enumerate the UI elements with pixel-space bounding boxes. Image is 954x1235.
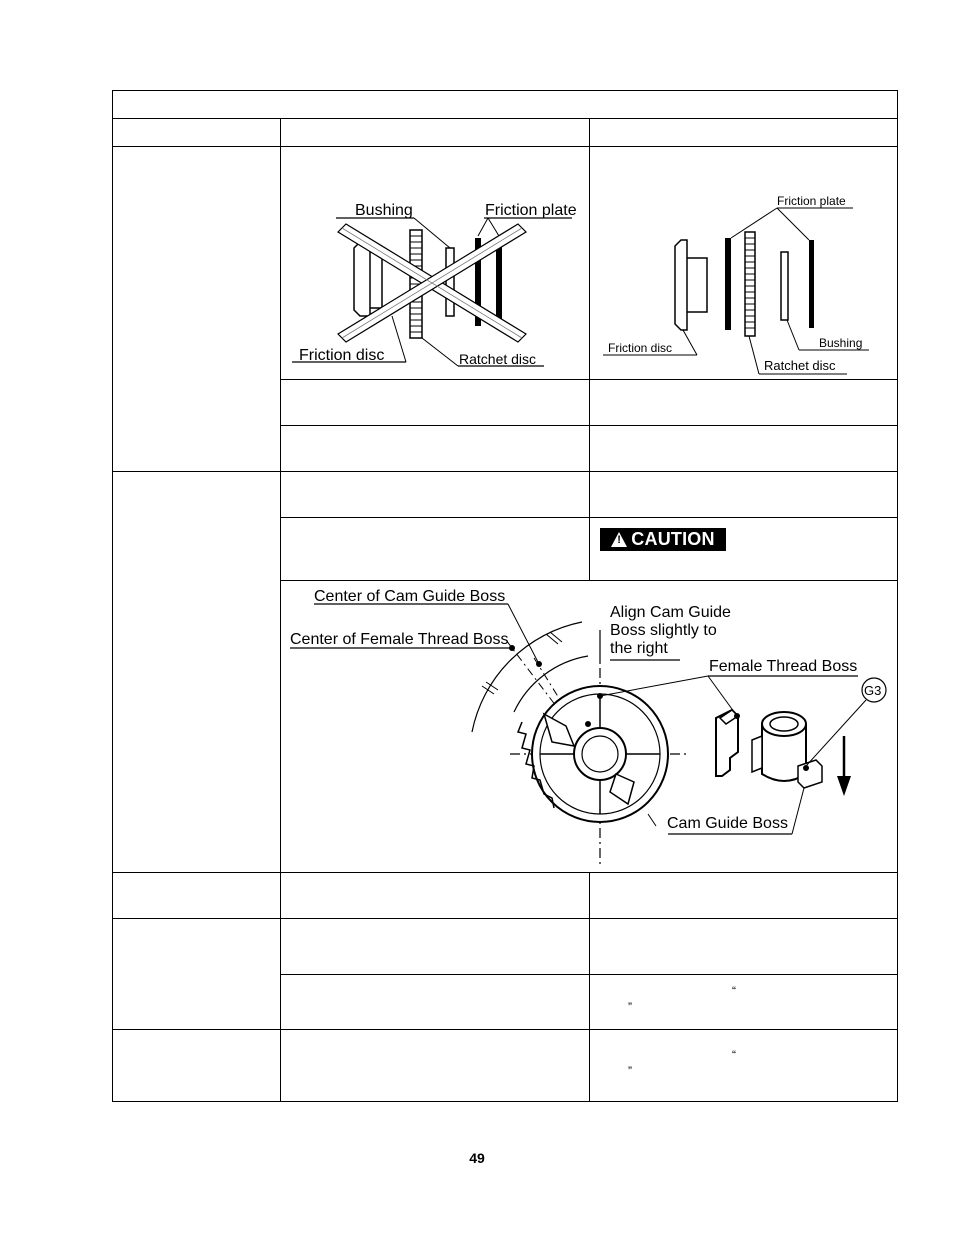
label-cam-guide-boss: Cam Guide Boss <box>667 815 788 832</box>
label-female-thread-boss: Female Thread Boss <box>709 658 858 675</box>
label-center-cam-guide-boss: Center of Cam Guide Boss <box>314 588 506 605</box>
label-ratchet-disc: Ratchet disc <box>459 351 537 367</box>
caution-badge <box>600 528 726 551</box>
row-rule <box>112 872 898 873</box>
quote-close-1: ” <box>628 1000 632 1014</box>
column-rule <box>280 118 281 1102</box>
label-bushing: Bushing <box>819 336 863 350</box>
label-g3: G3 <box>864 683 882 698</box>
label-friction-disc: Friction disc <box>608 341 673 355</box>
label-align-line3: the right <box>610 640 668 657</box>
caution-label: CAUTION <box>631 529 715 549</box>
quote-close-2: ” <box>628 1064 632 1078</box>
row-rule <box>280 580 898 581</box>
label-align-line1: Align Cam Guide <box>610 604 731 621</box>
label-center-female-thread-boss: Center of Female Thread Boss <box>290 631 509 648</box>
column-rule <box>589 872 590 1102</box>
label-bushing: Bushing <box>355 202 413 219</box>
label-friction-plate: Friction plate <box>777 194 846 208</box>
page-number: 49 <box>469 1150 485 1166</box>
label-friction-disc: Friction disc <box>299 347 385 364</box>
quote-open-1: “ <box>732 984 736 998</box>
warning-icon <box>611 532 627 547</box>
column-rule <box>589 118 590 580</box>
row-rule <box>112 146 898 147</box>
label-align-line2: Boss slightly to <box>610 622 717 639</box>
wrong-assembly-figure <box>282 190 588 375</box>
label-ratchet-disc: Ratchet disc <box>764 358 836 373</box>
cam-guide-figure <box>282 582 896 870</box>
row-rule <box>112 118 898 119</box>
row-rule <box>112 918 898 919</box>
row-rule <box>112 1029 898 1030</box>
label-friction-plate: Friction plate <box>485 202 577 219</box>
row-rule <box>112 471 898 472</box>
correct-assembly-figure <box>591 190 897 375</box>
quote-open-2: “ <box>732 1048 736 1062</box>
